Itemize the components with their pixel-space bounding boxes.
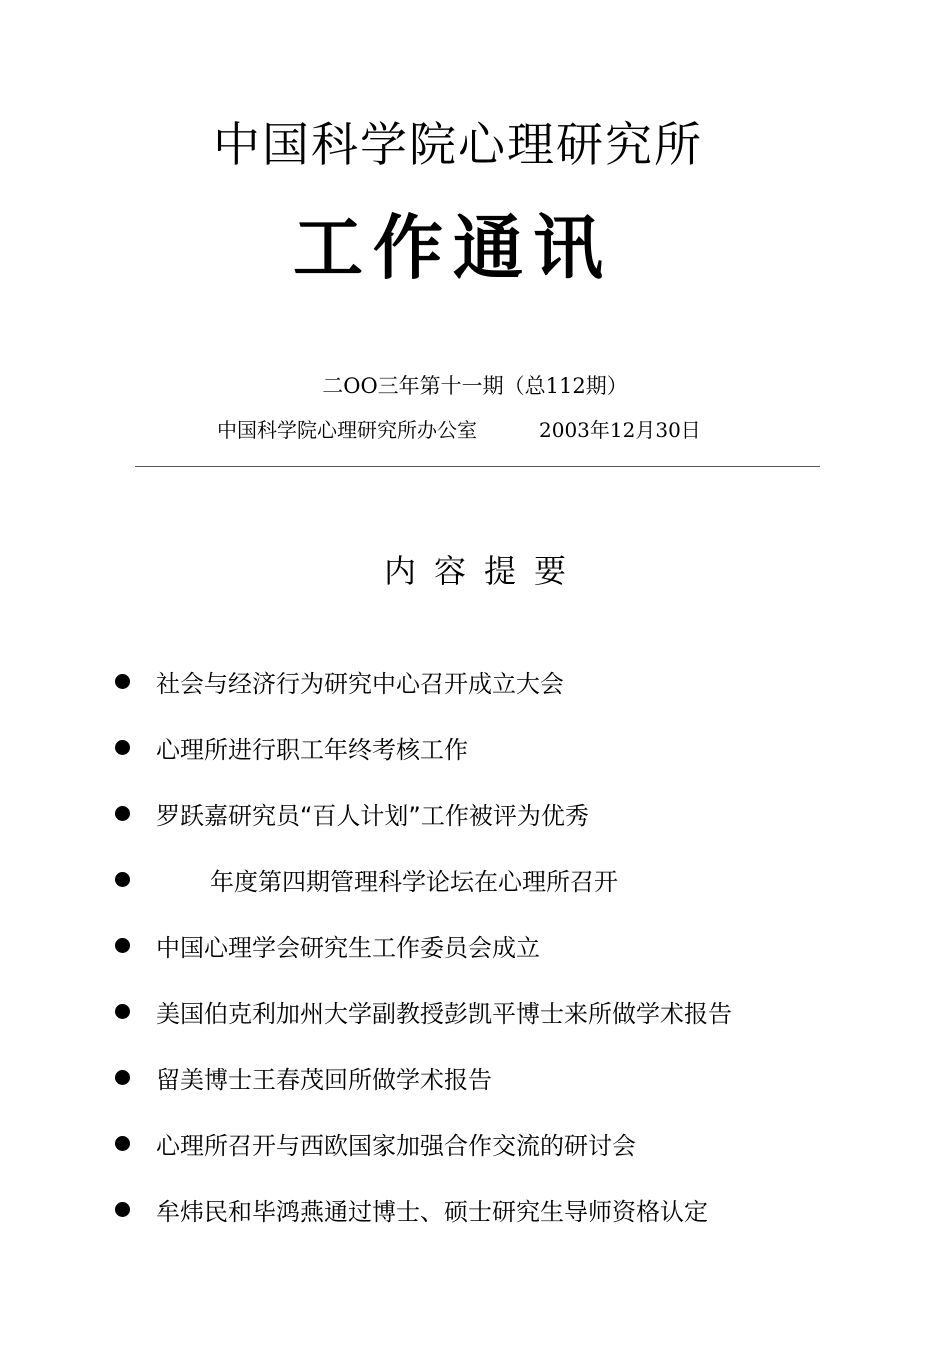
bullet-icon — [115, 806, 130, 821]
bullet-icon — [115, 1202, 130, 1217]
publisher-name: 中国科学院心理研究所办公室 — [217, 418, 477, 442]
summary-item-text: 心理所进行职工年终考核工作 — [156, 735, 468, 764]
summary-item — [115, 780, 732, 846]
summary-item — [115, 912, 732, 978]
summary-item — [115, 648, 732, 714]
bullet-icon — [115, 740, 130, 755]
summary-item-text: 年度第四期管理科学论坛在心理所召开 — [210, 867, 618, 896]
bullet-icon — [115, 674, 130, 689]
summary-heading: 内容提要 — [383, 552, 584, 590]
bullet-icon — [115, 1070, 130, 1085]
summary-item — [115, 846, 732, 912]
summary-item-text: 中国心理学会研究生工作委员会成立 — [156, 933, 540, 962]
issue-number: 二OO三年第十一期（总112期） — [322, 374, 628, 398]
summary-item — [115, 714, 732, 780]
summary-item — [115, 978, 732, 1044]
publisher-line — [217, 414, 701, 443]
summary-item-text: 心理所召开与西欧国家加强合作交流的研讨会 — [156, 1131, 636, 1160]
summary-item — [115, 1044, 732, 1110]
summary-item-text: 留美博士王春茂回所做学术报告 — [156, 1065, 492, 1094]
bullet-icon — [115, 872, 130, 887]
header-divider — [135, 466, 820, 467]
issue-date: 2003年12月30日 — [539, 418, 701, 442]
summary-item — [115, 1110, 732, 1176]
summary-item-text: 社会与经济行为研究中心召开成立大会 — [156, 669, 564, 698]
summary-item-text: 罗跃嘉研究员“百人计划”工作被评为优秀 — [156, 801, 589, 830]
bullet-icon — [115, 938, 130, 953]
bullet-icon — [115, 1136, 130, 1151]
organization-name: 中国科学院心理研究所 — [213, 118, 703, 173]
summary-list — [115, 648, 732, 1242]
summary-item-text: 牟炜民和毕鸿燕通过博士、硕士研究生导师资格认定 — [156, 1197, 708, 1226]
summary-item-text: 美国伯克利加州大学副教授彭凯平博士来所做学术报告 — [156, 999, 732, 1028]
newsletter-title: 工作通讯 — [293, 207, 613, 289]
bullet-icon — [115, 1004, 130, 1019]
summary-item — [115, 1176, 732, 1242]
